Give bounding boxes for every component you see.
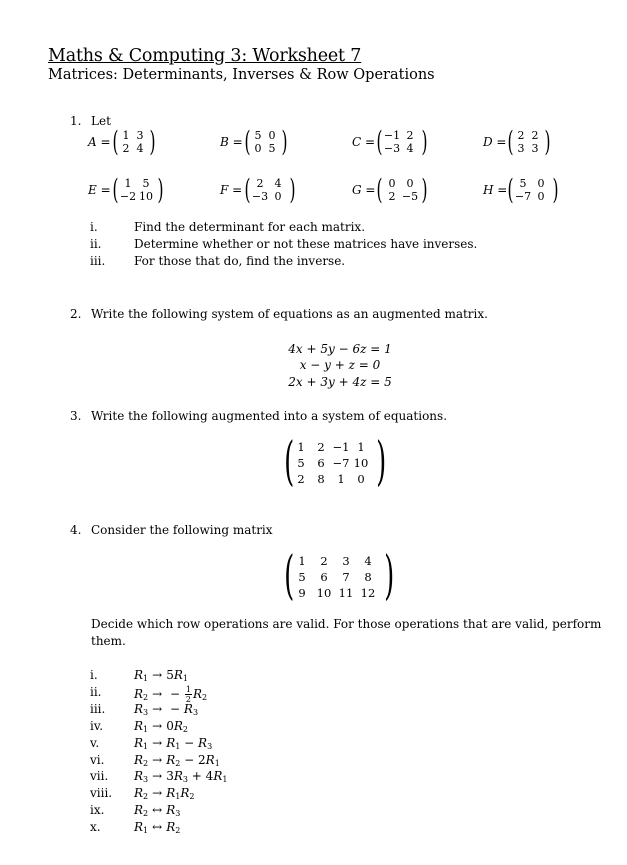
matrix-cell: −2 [119,190,137,203]
right-paren: ) [149,125,156,158]
right-paren: ) [376,432,387,492]
matrix-cell: 6 [317,456,325,470]
operation-row [134,820,180,835]
right-paren: ) [157,173,164,206]
q2-number: 2. [70,307,82,321]
part-label: i. [90,220,98,234]
matrix-cell: 2 [517,129,525,142]
matrix-cell: 2 [320,554,328,568]
matrix-cell: −1 [332,440,350,454]
matrix-cell: −1 [383,129,401,142]
q1-number: 1. [70,114,82,128]
op-expression: $R_2$ [166,820,181,836]
matrix-cell: 0 [537,190,545,203]
operation-row [134,753,220,768]
matrix-cell: 12 [360,586,376,600]
op-expression: $R_3$ [166,803,181,819]
right-paren: ) [421,173,428,206]
operation-row [134,786,194,801]
matrix-e-label: E = [88,183,111,197]
op-expression: $R_1$ [134,718,149,734]
right-paren: ) [544,125,551,158]
matrix-cell: 0 [537,177,545,190]
q4-instruction-line-1: Decide which row operations are valid. For those operations that are valid, perform [91,617,602,631]
right-arrow-icon: → [152,718,163,733]
operation-row [134,719,188,734]
operation-label: x. [90,820,101,835]
matrix-cell: 5 [268,142,276,155]
matrix-cell: 4 [364,554,372,568]
matrix-cell: 8 [364,570,372,584]
operation-row [134,702,198,717]
op-expression: $R_2 - 2R_1$ [166,752,220,768]
operation-label: v. [90,735,100,750]
right-paren: ) [421,125,428,158]
operation-label: iv. [90,718,104,733]
operation-label: viii. [90,786,113,801]
matrix-cell: 0 [388,177,396,190]
operation-row [134,668,188,683]
op-expression: $R_1$ [134,735,149,751]
op-expression: $R_3$ [134,701,149,717]
matrix-cell: 2 [122,142,130,155]
operation-label: ii. [90,684,102,699]
worksheet-subtitle: Matrices: Determinants, Inverses & Row Operations [48,67,435,83]
operation-label: i. [90,668,98,682]
op-expression: $3R_3 + 4R_1$ [166,769,228,785]
op-expression: $R_1$ [134,820,149,836]
matrix-g-label: G = [352,183,376,197]
matrix-cell: 4 [406,142,414,155]
swap-arrow-icon: ↔ [152,820,163,835]
matrix-cell: 5 [254,129,262,142]
op-expression: $R_2$ [134,803,149,819]
operation-label: vii. [90,769,109,784]
matrix-cell: −7 [514,190,532,203]
left-paren: ( [244,173,251,206]
q4-number: 4. [70,523,82,537]
right-paren: ) [289,173,296,206]
matrix-cell: 1 [337,472,345,486]
matrix-cell: 2 [297,472,305,486]
matrix-c-label: C = [352,135,376,149]
matrix-cell: 1 [357,440,365,454]
matrix-cell: 4 [274,177,282,190]
matrix-cell: 0 [406,177,414,190]
left-paren: ( [284,546,295,606]
op-expression: $R_1R_2$ [166,786,195,802]
matrix-cell: −5 [401,190,419,203]
op-expression: $R_1 - R_3$ [166,735,213,751]
matrix-cell: 2 [388,190,396,203]
q3-number: 3. [70,409,82,423]
matrix-cell: 3 [342,554,350,568]
q4-instruction-line-2: them. [91,634,126,648]
matrix-cell: 1 [122,129,130,142]
right-arrow-icon: → [152,735,163,750]
part-label: iii. [90,254,106,268]
right-arrow-icon: → [152,686,163,701]
left-paren: ( [376,173,383,206]
op-expression: $R_3$ [134,769,149,785]
op-expression: $R_1$ [134,668,149,683]
matrix-b-label: B = [220,135,243,149]
matrix-cell: 0 [254,142,262,155]
matrix-cell: 1 [297,440,305,454]
op-expression: $R_2$ [134,786,149,802]
matrix-cell: 5 [298,570,306,584]
matrix-d-label: D = [483,135,507,149]
operation-label: vi. [90,752,105,767]
matrix-cell: 3 [517,142,525,155]
matrix-a-label: A = [88,135,111,149]
q2-text: Write the following system of equations as an augmented matrix. [91,307,488,321]
matrix-cell: 10 [353,456,369,470]
q3-text: Write the following augmented into a system of equations. [91,409,448,423]
matrix-cell: 8 [317,472,325,486]
right-paren: ) [281,125,288,158]
matrix-cell: 1 [124,177,132,190]
op-expression: $R_2$ [134,752,149,768]
matrix-cell: 5 [142,177,150,190]
right-arrow-icon: → [152,668,163,682]
right-paren: ) [552,173,559,206]
right-arrow-icon: → [152,752,163,767]
part-label: ii. [90,237,102,251]
operation-row [134,769,227,784]
left-paren: ( [112,125,119,158]
op-expression: $5R_1$ [166,668,188,683]
matrix-cell: −3 [251,190,269,203]
op-expression: − $\frac{1}{2}$ $R_2$ [166,684,208,704]
operation-row [134,736,212,751]
matrix-cell: 2 [317,440,325,454]
matrix-cell: 0 [268,129,276,142]
swap-arrow-icon: ↔ [152,803,163,818]
matrix-cell: 2 [256,177,264,190]
operation-label: iii. [90,701,106,716]
matrix-cell: −7 [332,456,350,470]
right-paren: ) [384,546,395,606]
op-expression: $R_2$ [134,686,149,702]
op-expression: $0R_2$ [166,718,188,734]
left-paren: ( [507,125,514,158]
operation-label: ix. [90,803,105,818]
left-paren: ( [507,173,514,206]
op-expression: − $R_3$ [166,701,199,717]
q2-equation-3: 2x + 3y + 4z = 5 [288,375,392,389]
matrix-cell: 10 [139,190,153,203]
part-text: Determine whether or not these matrices have inverses. [134,237,478,251]
right-arrow-icon: → [152,769,163,784]
matrix-cell: 6 [320,570,328,584]
fraction-one-half: $\frac{1}{2}$ [185,684,191,704]
left-paren: ( [284,432,295,492]
matrix-cell: 11 [338,586,354,600]
part-text: Find the determinant for each matrix. [134,220,366,234]
matrix-cell: 0 [274,190,282,203]
worksheet-title: Maths & Computing 3: Worksheet 7 [48,46,362,66]
matrix-h-label: H = [483,183,508,197]
operation-row [134,803,180,818]
matrix-cell: 1 [298,554,306,568]
matrix-cell: 10 [316,586,332,600]
q1-intro: Let [91,114,111,128]
matrix-cell: 3 [531,142,539,155]
matrix-cell: 2 [406,129,414,142]
matrix-cell: 5 [519,177,527,190]
left-paren: ( [112,173,119,206]
matrix-cell: 3 [136,129,144,142]
matrix-cell: 7 [342,570,350,584]
left-paren: ( [376,125,383,158]
matrix-cell: 9 [298,586,306,600]
q2-equation-2: x − y + z = 0 [299,358,381,372]
matrix-f-label: F = [220,183,243,197]
matrix-cell: 4 [136,142,144,155]
matrix-cell: 5 [297,456,305,470]
matrix-cell: 2 [531,129,539,142]
right-arrow-icon: → [152,701,163,716]
matrix-cell: 0 [357,472,365,486]
right-arrow-icon: → [152,786,163,801]
matrix-cell: −3 [383,142,401,155]
left-paren: ( [244,125,251,158]
q2-equation-1: 4x + 5y − 6z = 1 [288,342,392,356]
part-text: For those that do, find the inverse. [134,254,346,268]
q4-text: Consider the following matrix [91,523,273,537]
